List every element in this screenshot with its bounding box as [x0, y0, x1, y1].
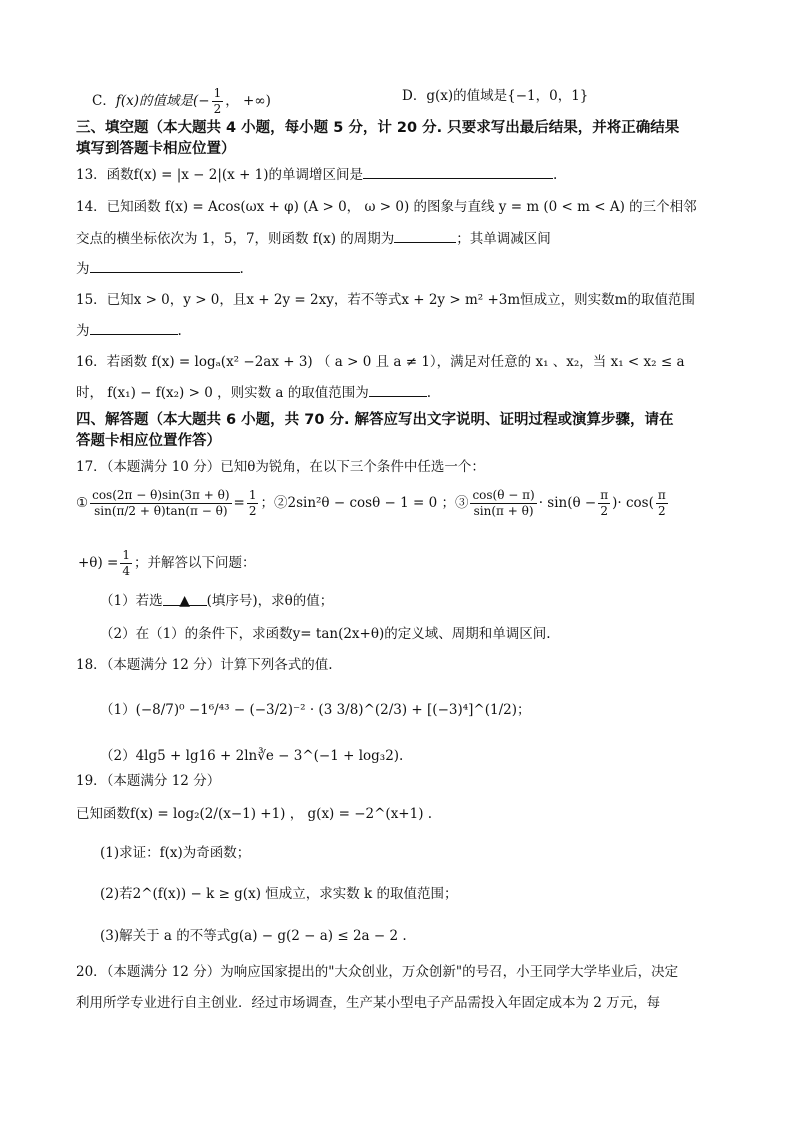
q17-condition-1-eq: = [233, 495, 245, 511]
triangle-icon: ▲ [179, 593, 190, 609]
q17-condition-3-pi-half-2: $\frac{\pi}{2}$ [657, 488, 666, 518]
question-13 [76, 164, 557, 185]
q14-period-blank[interactable] [394, 228, 456, 243]
q19-part-3: (3)解关于 a 的不等式g(a) − g(2 − a) ≤ 2a − 2 . [100, 928, 407, 944]
section-3-heading-line2: 填写到答题卡相应位置） [76, 141, 236, 157]
q13-end: . [553, 167, 558, 183]
q14-line3-end: . [239, 261, 244, 277]
q17-part-1-text: （1）若选 [100, 593, 163, 609]
q17-condition-3-continued [78, 548, 255, 579]
q19-part-2: (2)若2^(f(x)) − k ≥ g(x) 恒成立，求实数 k 的取值范围； [100, 886, 458, 902]
q14-line2 [76, 228, 551, 249]
option-c [92, 86, 271, 117]
q17-condition-3-mid: · sin(θ − [538, 495, 597, 511]
q16-line2 [76, 382, 431, 403]
q19-intro: 19．（本题满分 12 分） [76, 773, 221, 789]
q17-condition-3-mark: ③ [454, 495, 469, 511]
q18-intro: 18．（本题满分 12 分）计算下列各式的值. [76, 657, 333, 673]
q17-condition-3-tail: ；并解答以下问题： [133, 555, 256, 571]
q14-line2-text: 交点的横坐标依次为 1，5，7，则函数 f(x) 的周期为 [76, 231, 395, 247]
section-4-heading-line2: 答题卡相应位置作答） [76, 433, 221, 449]
option-d: D．g(x)的值域是{−1，0，1} [402, 88, 589, 104]
q17-condition-3-pi-half: $\frac{\pi}{2}$ [600, 488, 609, 518]
section-4-heading-line1: 四、解答题（本大题共 6 小题，共 70 分. 解答应写出文字说明、证明过程或演算步骤，请在 [76, 412, 674, 428]
q17-part-2: （2）在（1）的条件下，求函数y= tan(2x+θ)的定义域、周期和单调区间. [100, 626, 551, 642]
q19-part-1: (1)求证：f(x)为奇函数； [100, 845, 251, 861]
q17-choice-blank[interactable] [163, 591, 207, 609]
q17-condition-1-result: $\frac{1}{2}$ [248, 488, 257, 518]
q16-line2-end: . [426, 385, 431, 401]
q20-line2: 利用所学专业进行自主创业．经过市场调查，生产某小型电子产品需投入年固定成本为 2 万元，每 [76, 995, 661, 1011]
option-c-prefix: C． [92, 93, 116, 109]
q17-conditions [76, 488, 670, 519]
q15-line2-text: 为 [76, 323, 90, 339]
q17-condition-3-cont: +θ) = [78, 555, 119, 571]
q14-line3-text: 为 [76, 261, 90, 277]
q15-line2-end: . [177, 323, 182, 339]
q17-part-1 [100, 591, 333, 611]
q15-line2 [76, 320, 182, 341]
q14-line2-tail: ；其单调减区间 [456, 231, 551, 247]
q16-line1: 16．若函数 f(x) = logₐ(x² −2ax + 3) （ a > 0 且 a ≠ 1），满足对任意的 x₁ 、x₂，当 x₁ < x₂ ≤ a [76, 354, 685, 370]
section-3-heading-line1: 三、填空题（本大题共 4 小题，每小题 5 分，计 20 分. 只要求写出最后结果，并将正确结果 [76, 120, 680, 136]
q16-answer-blank[interactable] [369, 382, 427, 397]
q14-line3 [76, 258, 244, 279]
q19-given: 已知函数f(x) = log₂(2/(x−1) +1) ， g(x) = −2^(x+1) . [76, 806, 433, 822]
q17-intro: 17．（本题满分 10 分）已知θ为锐角，在以下三个条件中任选一个： [76, 459, 485, 475]
q18-part-1: （1）(−8/7)⁰ −1⁶/⁴³ − (−3/2)⁻² · (3 3/8)^(2/3) + [(−3)⁴]^(1/2)； [100, 702, 531, 718]
q15-answer-blank[interactable] [90, 320, 178, 335]
q17-condition-1-mark: ① [76, 495, 89, 511]
option-c-text-a: f(x)的值域是(− [115, 93, 210, 109]
q14-line1: 14．已知函数 f(x) = Acos(ωx + φ) (A > 0， ω > 0) 的图象与直线 y = m (0 < m < A) 的三个相邻 [76, 199, 697, 215]
q14-interval-blank[interactable] [90, 258, 240, 273]
q18-part-2: （2）4lg5 + lg16 + 2ln∛e − 3^(−1 + log₃2). [100, 748, 404, 764]
q13-answer-blank[interactable] [363, 164, 553, 179]
q16-line2-text: 时， f(x₁) − f(x₂) > 0 ，则实数 a 的取值范围为 [76, 385, 369, 401]
q20-line1: 20．（本题满分 12 分）为响应国家提出的"大众创业，万众创新"的号召，小王同学大学毕业后，决定 [76, 964, 679, 980]
q17-condition-3-result: $\frac{1}{4}$ [122, 548, 130, 578]
q17-condition-1-fraction: $\frac{\cos(2\pi - \theta)\sin(3\pi + \theta)}{\sin(\pi/2 + \theta)\tan(\pi - \theta)}$ [92, 488, 230, 518]
q15-line1: 15．已知x > 0，y > 0，且x + 2y = 2xy，若不等式x + 2y > m² +3m恒成立，则实数m的取值范围 [76, 292, 695, 308]
q17-condition-3-fraction: $\frac{\cos(\theta - \pi)}{\sin(\pi + \theta)}$ [472, 488, 535, 518]
q17-part-1-tail: (填序号)，求θ的值； [206, 593, 334, 609]
option-c-text-b: ， +∞) [225, 93, 271, 109]
q17-condition-2: ②2sin²θ − cosθ − 1 = 0 ； [273, 495, 455, 511]
q17-condition-3-mid2: )· cos( [612, 495, 654, 511]
q17-sep-1: ； [260, 495, 274, 511]
option-c-fraction: $\frac{1}{2}$ [213, 86, 222, 116]
q13-text: 13．函数f(x) = |x − 2|(x + 1)的单调增区间是 [76, 167, 364, 183]
